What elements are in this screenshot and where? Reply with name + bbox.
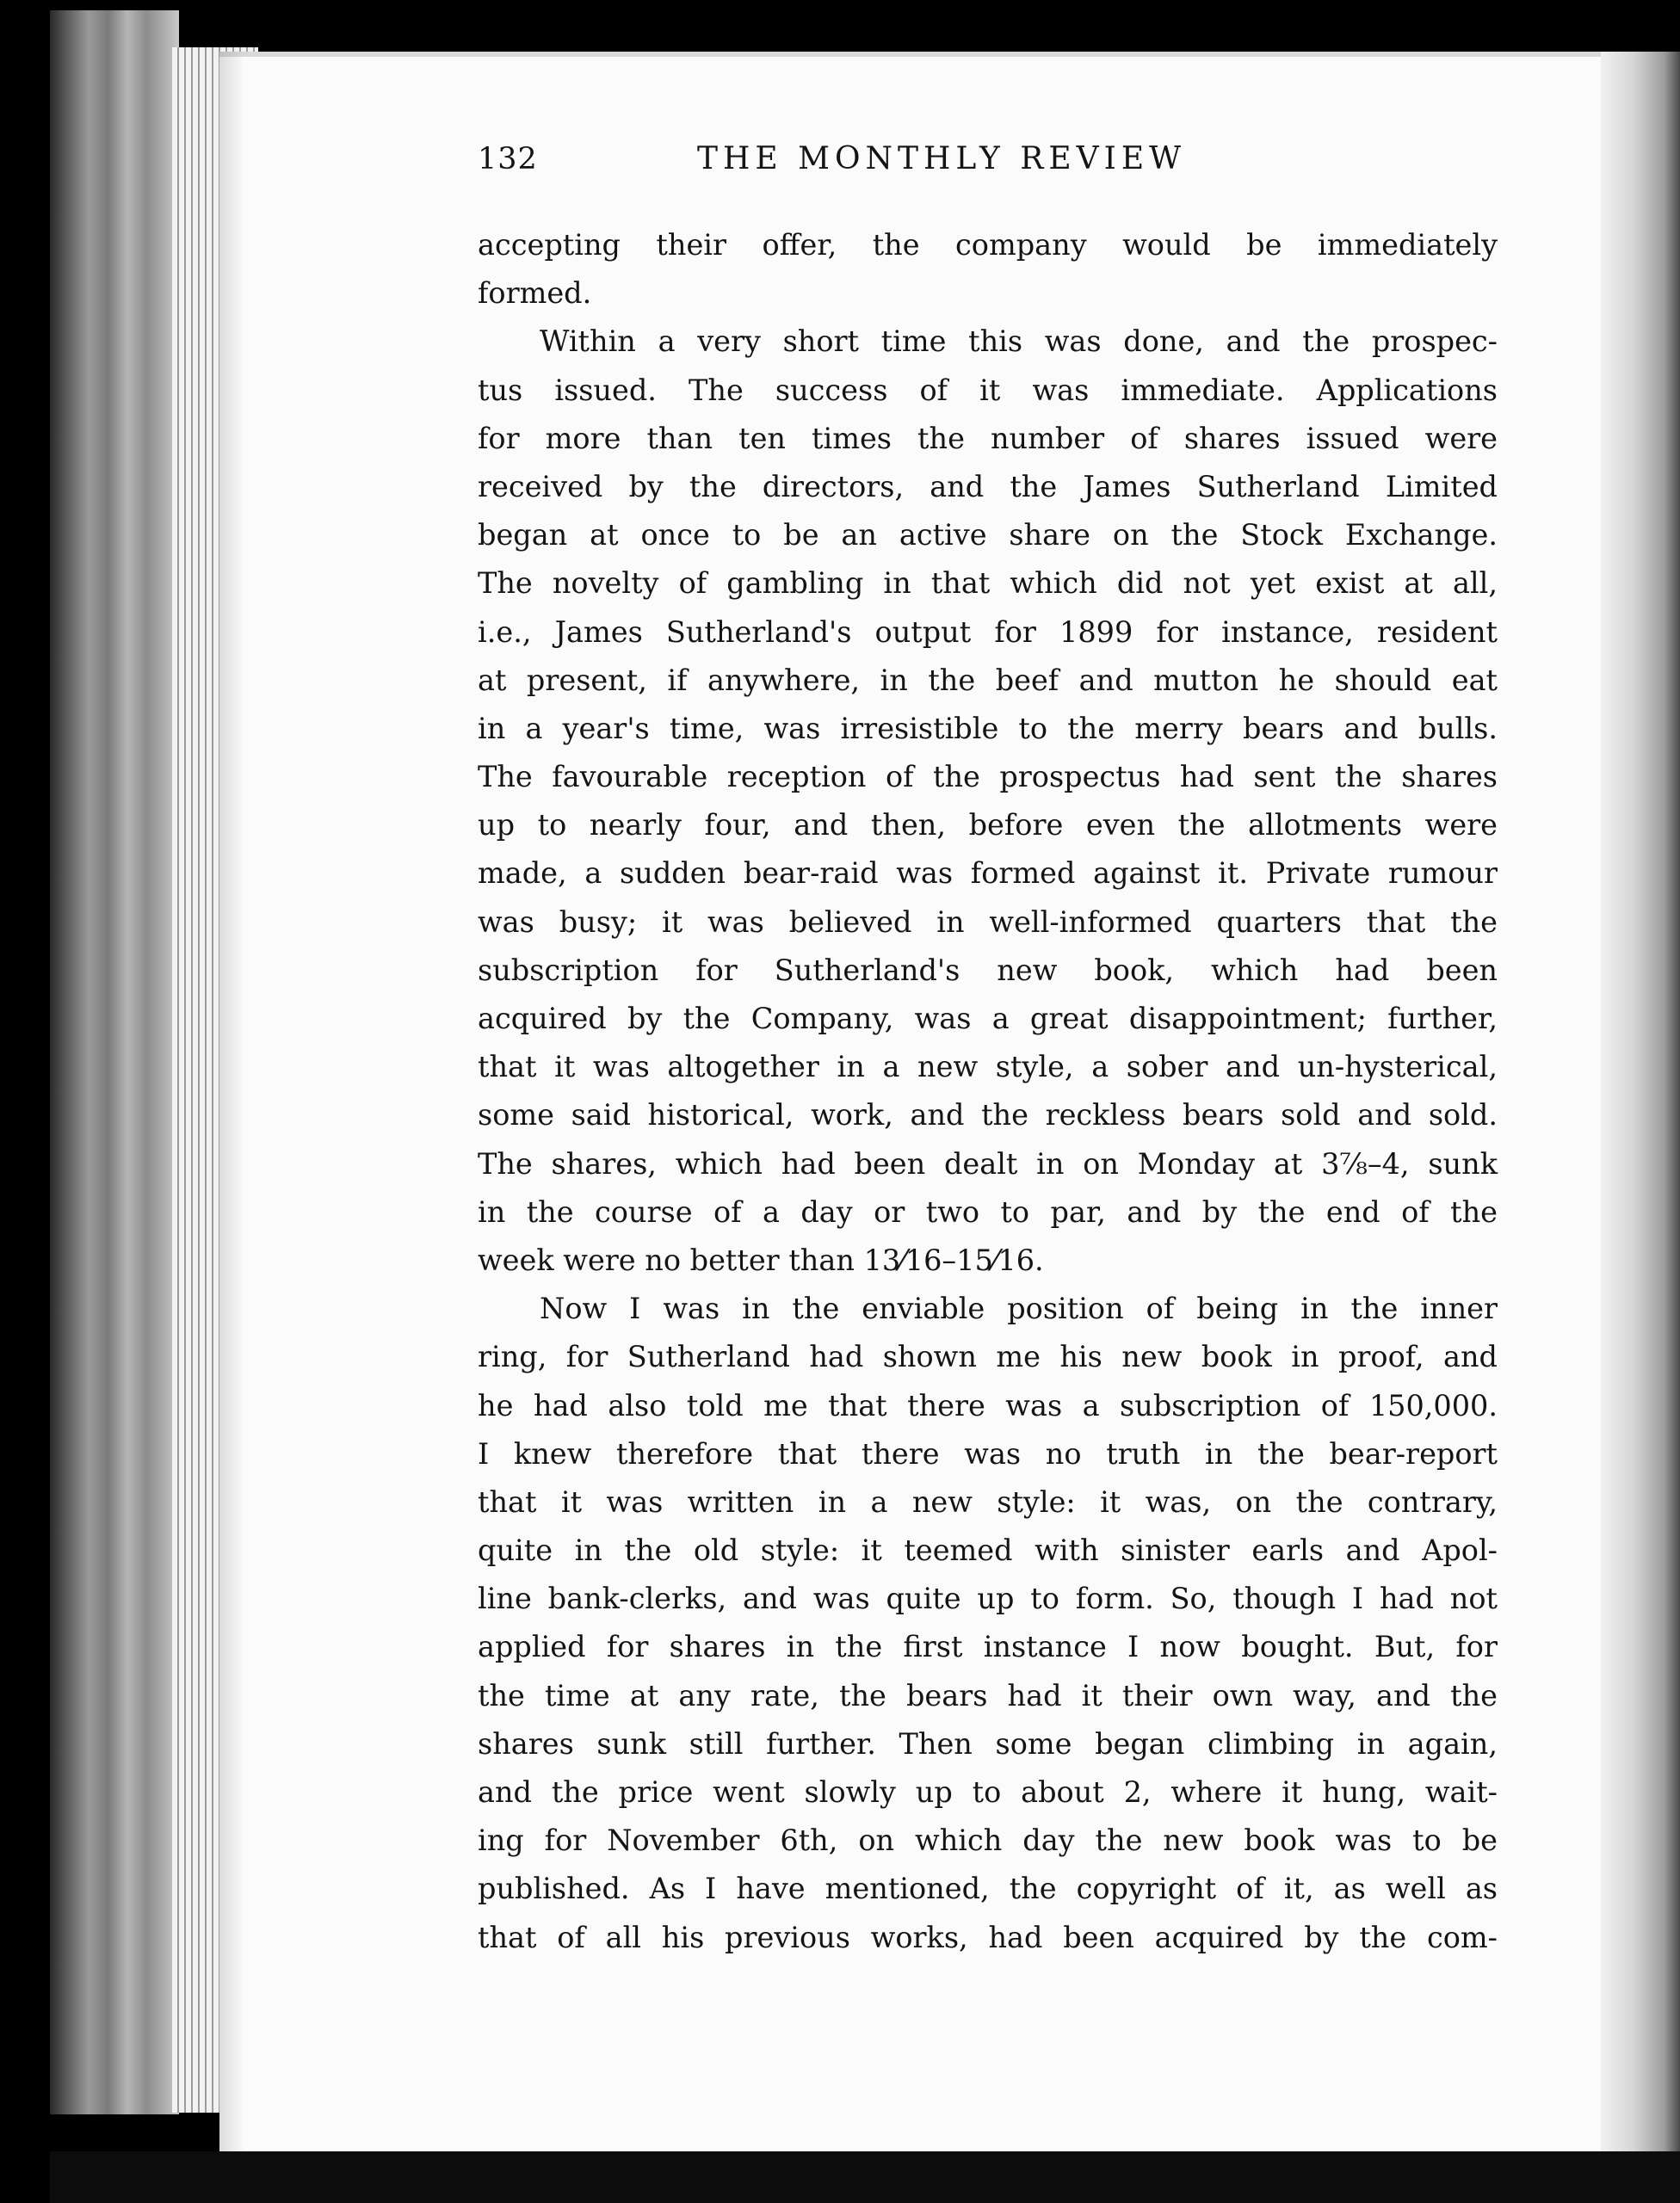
text-line: Now I was in the enviable position of being in the inner [540, 1292, 1498, 1326]
text-line: up to nearly four, and then, before even the allotments were [478, 808, 1498, 842]
text-line: line bank-clerks, and was quite up to form. So, though I had not [478, 1582, 1498, 1616]
text-line: The shares, which had been dealt in on Monday at 3⅞–4, sunk [478, 1146, 1498, 1181]
text-line: that it was altogether in a new style, a sober and un-hysterical, [478, 1050, 1498, 1084]
text-line: quite in the old style: it teemed with sinister earls and Apol- [478, 1533, 1498, 1568]
text-line: and the price went slowly up to about 2, where it hung, wait- [478, 1775, 1498, 1809]
text-line: I knew therefore that there was no truth in the bear-report [478, 1436, 1498, 1471]
running-head [478, 133, 1498, 185]
text-line: i.e., James Sutherland's output for 1899 for instance, resident [478, 614, 1498, 649]
text-line: The favourable reception of the prospectus had sent the shares [478, 760, 1498, 794]
text-line: The novelty of gambling in that which did not yet exist at all, [478, 566, 1498, 601]
text-line: shares sunk still further. Then some began climbing in again, [478, 1726, 1498, 1761]
text-line: published. As I have mentioned, the copyright of it, as well as [478, 1872, 1498, 1906]
text-line: accepting their offer, the company would be immediately [478, 228, 1498, 262]
text-line: ing for November 6th, on which day the new book was to be [478, 1823, 1498, 1858]
text-line: in the course of a day or two to par, and by the end of the [478, 1194, 1498, 1229]
text-line: acquired by the Company, was a great disappointment; further, [478, 1002, 1498, 1035]
page-gutter-shadow [219, 52, 245, 2151]
text-line: formed. [478, 276, 592, 311]
text-line: Within a very short time this was done, and the prospec- [540, 324, 1498, 359]
text-line: made, a sudden bear-raid was formed against it. Private rumour [478, 856, 1498, 891]
text-line: week were no better than 13⁄16–15⁄16. [478, 1243, 1044, 1277]
page-number: 132 [478, 142, 538, 176]
text-line: began at once to be an active share on the Stock Exchange. [478, 518, 1498, 552]
text-line: some said historical, work, and the reckless bears sold and sold. [478, 1098, 1498, 1132]
book-fore-edge [50, 10, 179, 2114]
text-line: for more than ten times the number of shares issued were [478, 421, 1498, 455]
text-line: the time at any rate, the bears had it their own way, and the [478, 1678, 1498, 1712]
text-line: ring, for Sutherland had shown me his new book in proof, and [478, 1340, 1498, 1374]
body-text [478, 221, 1498, 1962]
text-line: tus issued. The success of it was immediate. Applications [478, 373, 1498, 407]
text-line: applied for shares in the first instance I now bought. But, for [478, 1630, 1498, 1664]
text-line: in a year's time, was irresistible to the merry bears and bulls. [478, 711, 1498, 745]
text-line: subscription for Sutherland's new book, which had been [478, 953, 1498, 987]
text-line: that of all his previous works, had been acquired by the com- [478, 1920, 1498, 1954]
text-line: at present, if anywhere, in the beef and mutton he should eat [478, 663, 1498, 697]
text-line: was busy; it was believed in well-informed quarters that the [478, 904, 1498, 939]
text-line: he had also told me that there was a subscription of 150,000. [478, 1388, 1498, 1422]
text-line: that it was written in a new style: it was, on the contrary, [478, 1484, 1498, 1519]
page-text-block [478, 133, 1498, 1962]
bottom-shadow [50, 2151, 1680, 2203]
page-curl-shadow [1601, 52, 1680, 2169]
journal-title: THE MONTHLY REVIEW [697, 141, 1187, 176]
text-line: received by the directors, and the James Sutherland Limited [478, 469, 1498, 503]
